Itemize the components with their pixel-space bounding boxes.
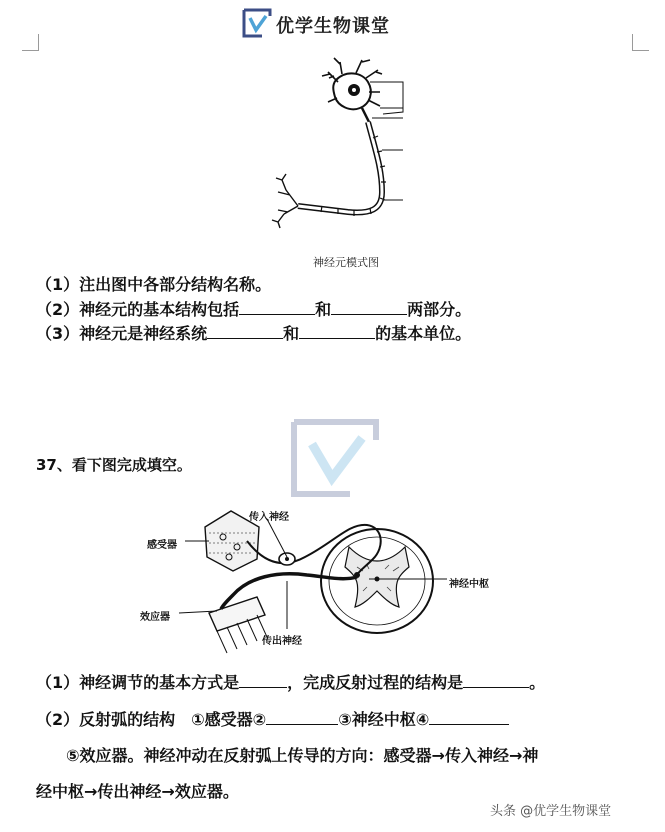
reflex-arc-diagram (137, 497, 501, 655)
label-afferent-nerve: 传入神经 (249, 512, 289, 523)
question-2-1-text-a: （1）神经调节的基本方式是 (36, 673, 240, 692)
answer-blank[interactable] (239, 300, 315, 315)
question-1-3 (36, 321, 471, 344)
label-nerve-center: 神经中枢 (449, 579, 489, 590)
question-1-2-text-a: （2）神经元的基本结构包括 (36, 300, 240, 319)
answer-blank[interactable] (299, 324, 375, 339)
question-37-title: 37、看下图完成填空。 (36, 456, 192, 474)
question-2-2-text-b: ③神经中枢④ (338, 710, 430, 729)
answer-blank[interactable] (463, 673, 529, 688)
question-1-1: （1）注出图中各部分结构名称。 (36, 275, 272, 294)
answer-blank[interactable] (266, 710, 338, 725)
question-2-1-text-c: 。 (529, 673, 546, 692)
footer-watermark: 头条 @优学生物课堂 (490, 804, 612, 819)
brand-logo (242, 8, 272, 42)
brand-logo-icon (242, 8, 272, 38)
answer-blank[interactable] (207, 324, 283, 339)
question-1-3-text-c: 的基本单位。 (375, 324, 472, 343)
neuron-diagram (258, 52, 428, 252)
answer-blank[interactable] (239, 673, 287, 688)
question-1-2-text-c: 两部分。 (407, 300, 472, 319)
answer-blank[interactable] (429, 710, 509, 725)
brand-title: 优学生物课堂 (276, 16, 390, 37)
question-1-2 (36, 297, 471, 320)
question-1-3-text-a: （3）神经元是神经系统 (36, 324, 208, 343)
question-2-2-line-2: ⑤效应器。神经冲动在反射弧上传导的方向：感受器→传入神经→神 (66, 746, 539, 765)
question-2-1 (36, 670, 545, 693)
question-2-2 (36, 707, 509, 730)
corner-mark-top-right (632, 34, 649, 51)
label-effector: 效应器 (140, 612, 170, 623)
question-1-3-text-b: 和 (283, 324, 300, 343)
label-receptor: 感受器 (147, 540, 177, 551)
question-2-2-line-3: 经中枢→传出神经→效应器。 (36, 782, 239, 801)
figure-1-caption: 神经元模式图 (313, 256, 379, 269)
label-efferent-nerve: 传出神经 (262, 636, 302, 647)
question-1-2-text-b: 和 (315, 300, 332, 319)
question-2-2-text-a: （2）反射弧的结构 ①感受器② (36, 710, 267, 729)
corner-mark-top-left (22, 34, 39, 51)
question-2-1-text-b: ，完成反射过程的结构是 (287, 673, 464, 692)
watermark-logo-icon (290, 418, 380, 498)
answer-blank[interactable] (331, 300, 407, 315)
